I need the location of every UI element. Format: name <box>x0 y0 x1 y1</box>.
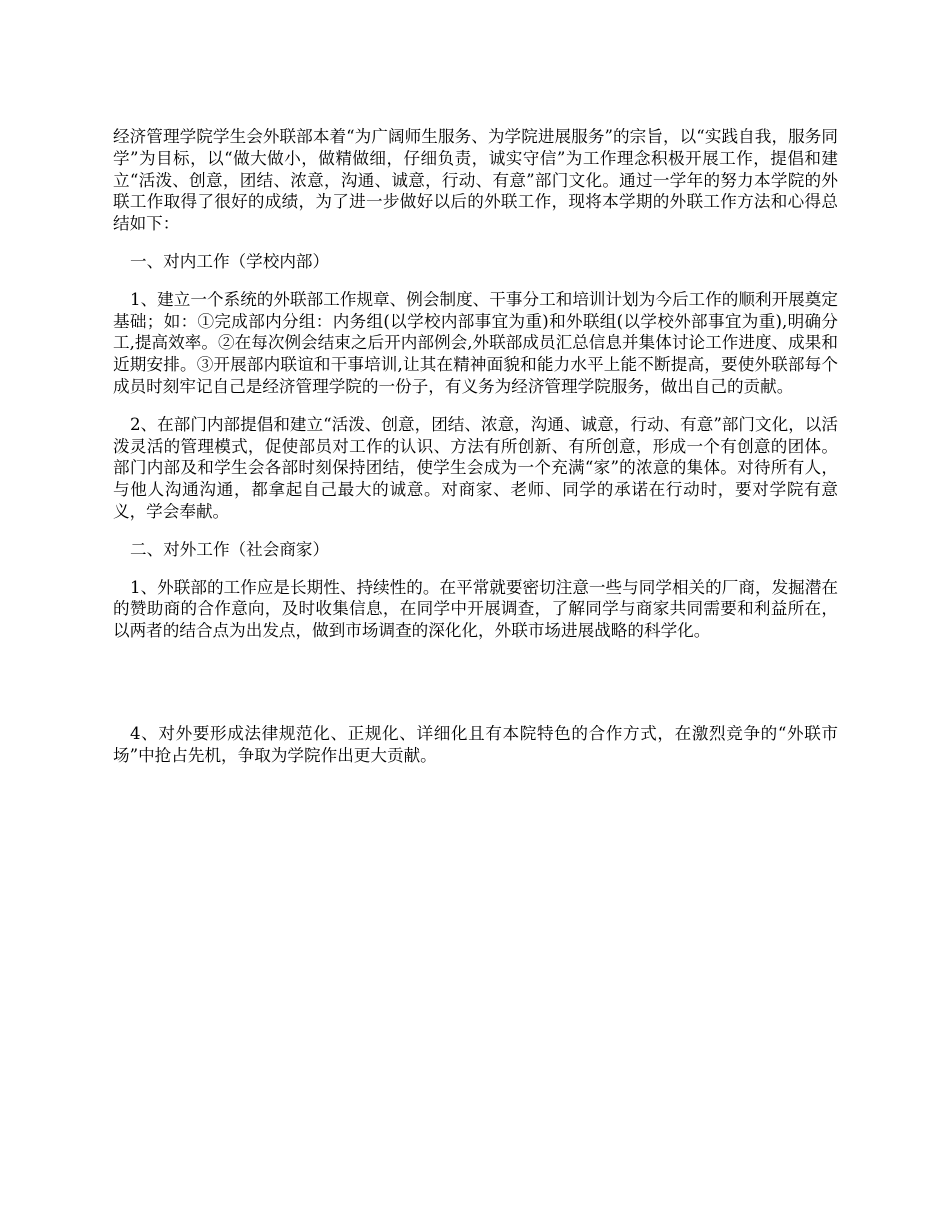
external-item-4: 4、对外要形成法律规范化、正规化、详细化且有本院特色的合作方式，在激烈竞争的“外联市场”中抢占先机，争取为学院作出更大贡献。 <box>113 723 838 765</box>
internal-item-2: 2、在部门内部提倡和建立“活泼、创意，团结、浓意，沟通、诚意，行动、有意”部门文化，以活泼灵活的管理模式，促使部员对工作的认识、方法有所创新、有所创意，形成一个有创意的团体。部门内部及和学生会各部时刻保持团结，使学生会成为一个充满“家”的浓意的集体。对待所有人，与他人沟通沟通，都拿起自己最大的诚意。对商家、老师、同学的承诺在行动时，要对学院有意义，学会奉献。 <box>113 414 838 521</box>
blank-space <box>113 658 838 723</box>
section-heading-internal: 一、对内工作（学校内部） <box>130 251 330 271</box>
document-body <box>113 126 838 783</box>
internal-item-1: 1、建立一个系统的外联部工作规章、例会制度、干事分工和培训计划为今后工作的顺利开展奠定基础；如：①完成部内分组：内务组(以学校内部事宜为重)和外联组(以学校外部事宜为重),明确分工,提高效率。②在每次例会结束之后开内部例会,外联部成员汇总信息并集体讨论工作进度、成果和近期安排。③开展部内联谊和干事培训,让其在精神面貌和能力水平上能不断提高，要使外联部每个成员时刻牢记自己是经济管理学院的一份子，有义务为经济管理学院服务，做出自己的贡献。 <box>113 289 838 396</box>
intro-paragraph: 经济管理学院学生会外联部本着“为广阔师生服务、为学院进展服务”的宗旨，以“实践自我，服务同学”为目标，以“做大做小，做精做细，仔细负责，诚实守信”为工作理念积极开展工作，提倡和建立“活泼、创意，团结、浓意，沟通、诚意，行动、有意”部门文化。通过一学年的努力本学院的外联工作取得了很好的成绩，为了进一步做好以后的外联工作，现将本学期的外联工作方法和心得总结如下： <box>113 127 838 234</box>
section-heading-external: 二、对外工作（社会商家） <box>130 539 330 559</box>
external-item-1: 1、外联部的工作应是长期性、持续性的。在平常就要密切注意一些与同学相关的厂商，发掘潜在的赞助商的合作意向，及时收集信息，在同学中开展调查，了解同学与商家共同需要和利益所在，以两者的结合点为出发点，做到市场调查的深化化，外联市场进展战略的科学化。 <box>113 577 838 641</box>
